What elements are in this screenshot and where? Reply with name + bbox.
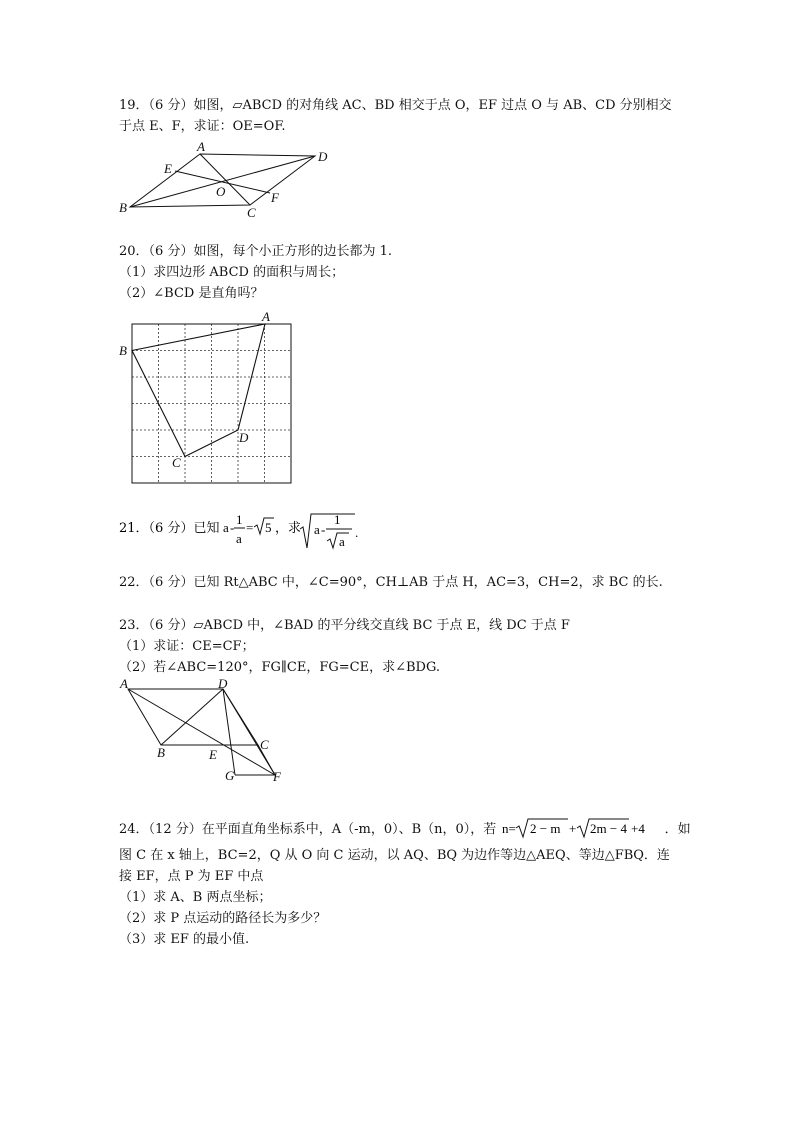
q24-line1-prefix: 24．（12 分）在平面直角坐标系中，A（-m，0）、B（n，0），若 bbox=[119, 822, 497, 837]
q23-label-b: B bbox=[157, 745, 165, 760]
q19-label-c: C bbox=[247, 205, 256, 220]
q24-part3: （3）求 EF 的最小值. bbox=[119, 932, 250, 947]
q19-text-line1: 19．（6 分）如图，▱ABCD 的对角线 AC、BD 相交于点 O，EF 过点 O 与 AB、CD 分别相交 bbox=[119, 98, 672, 113]
q24-plus4: +4 bbox=[631, 821, 646, 836]
q20-grid-lines bbox=[132, 324, 291, 483]
q21-frac2-den: a bbox=[339, 534, 345, 549]
q21-var-a: a bbox=[223, 520, 229, 535]
q21-sqrt-outer bbox=[300, 514, 355, 548]
q24-plus: + bbox=[569, 821, 577, 836]
q24-rad1: 2 − m bbox=[530, 821, 561, 836]
q24-line2: 图 C 在 x 轴上，BC=2，Q 从 O 向 C 运动，以 AQ、BQ 为边作等边△AEQ、等边△FBQ．连 bbox=[119, 848, 670, 863]
q20-text-line1: 20．（6 分）如图，每个小正方形的边长都为 1. bbox=[119, 244, 392, 259]
q20-label-d: D bbox=[239, 430, 249, 445]
q21-frac2-num: 1 bbox=[334, 512, 341, 527]
q24-part1: （1）求 A、B 两点坐标； bbox=[119, 890, 272, 905]
q21-sqrt-inner bbox=[327, 533, 349, 548]
q23-segment-dg bbox=[223, 689, 235, 775]
q23-parallelogram-figure bbox=[115, 676, 295, 784]
q21-line bbox=[119, 510, 379, 554]
q21-expr2-minus: - bbox=[321, 522, 326, 537]
q19-parallelogram-figure bbox=[115, 140, 345, 220]
q24-line1 bbox=[119, 816, 691, 840]
q23-bisector-af bbox=[128, 689, 275, 775]
q23-diagonal-bd bbox=[161, 689, 223, 745]
q19-label-b: B bbox=[119, 200, 127, 215]
q20-grid-figure bbox=[115, 310, 300, 488]
q19-label-d: D bbox=[318, 149, 328, 164]
q19-label-a: A bbox=[197, 140, 205, 154]
q21-end: . bbox=[355, 525, 359, 540]
q23-label-f: F bbox=[273, 769, 281, 784]
q20-grid-border bbox=[132, 324, 291, 483]
q20-label-b: B bbox=[119, 343, 127, 358]
q21-middle: ，求 bbox=[275, 521, 302, 536]
q24-line1-suffix: ．如 bbox=[664, 822, 691, 837]
q24-n-eq: n= bbox=[502, 821, 517, 836]
q20-label-a: A bbox=[262, 310, 270, 324]
q21-prefix: 21．（6 分）已知 bbox=[119, 521, 220, 536]
q23-label-c: C bbox=[260, 737, 269, 752]
q20-part2: （2）∠BCD 是直角吗？ bbox=[119, 286, 264, 301]
q20-label-c: C bbox=[172, 455, 181, 470]
q21-minus: - bbox=[230, 520, 235, 535]
q19-label-e: E bbox=[164, 161, 172, 176]
q21-frac-den: a bbox=[236, 531, 242, 546]
q23-label-d: D bbox=[218, 676, 228, 691]
q24-line3: 接 EF，点 P 为 EF 中点 bbox=[119, 869, 264, 884]
q21-frac-num: 1 bbox=[236, 512, 243, 527]
q19-text-line2: 于点 E、F，求证：OE=OF. bbox=[119, 119, 286, 134]
q23-parallelogram-abcd bbox=[128, 689, 258, 745]
q19-label-f: F bbox=[271, 190, 279, 205]
q23-part2: （2）若∠ABC=120°，FG∥CE，FG=CE，求∠BDG. bbox=[119, 660, 441, 675]
q23-text-line1: 23．（6 分）▱ABCD 中，∠BAD 的平分线交直线 BC 于点 E，线 DC 于点 F bbox=[119, 618, 570, 633]
q20-part1: （1）求四边形 ABCD 的面积与周长； bbox=[119, 265, 345, 280]
q24-rad2: 2m − 4 bbox=[590, 821, 628, 836]
q23-label-g: G bbox=[225, 768, 235, 783]
q19-label-o: O bbox=[216, 184, 226, 199]
q22-text-line1: 22．（6 分）已知 Rt△ABC 中，∠C=90°，CH⊥AB 于点 H，AC=3，CH=2，求 BC 的长. bbox=[119, 575, 663, 590]
q23-part1: （1）求证：CE=CF； bbox=[119, 639, 255, 654]
q21-sqrt5: 5 bbox=[265, 520, 272, 535]
q24-equation bbox=[500, 816, 660, 840]
q24-part2: （2）求 P 点运动的路径长为多少？ bbox=[119, 911, 327, 926]
q23-label-e: E bbox=[209, 747, 217, 762]
q23-label-a: A bbox=[120, 676, 128, 691]
q21-expr2-a: a bbox=[314, 522, 320, 537]
q21-equals: = bbox=[246, 520, 254, 535]
